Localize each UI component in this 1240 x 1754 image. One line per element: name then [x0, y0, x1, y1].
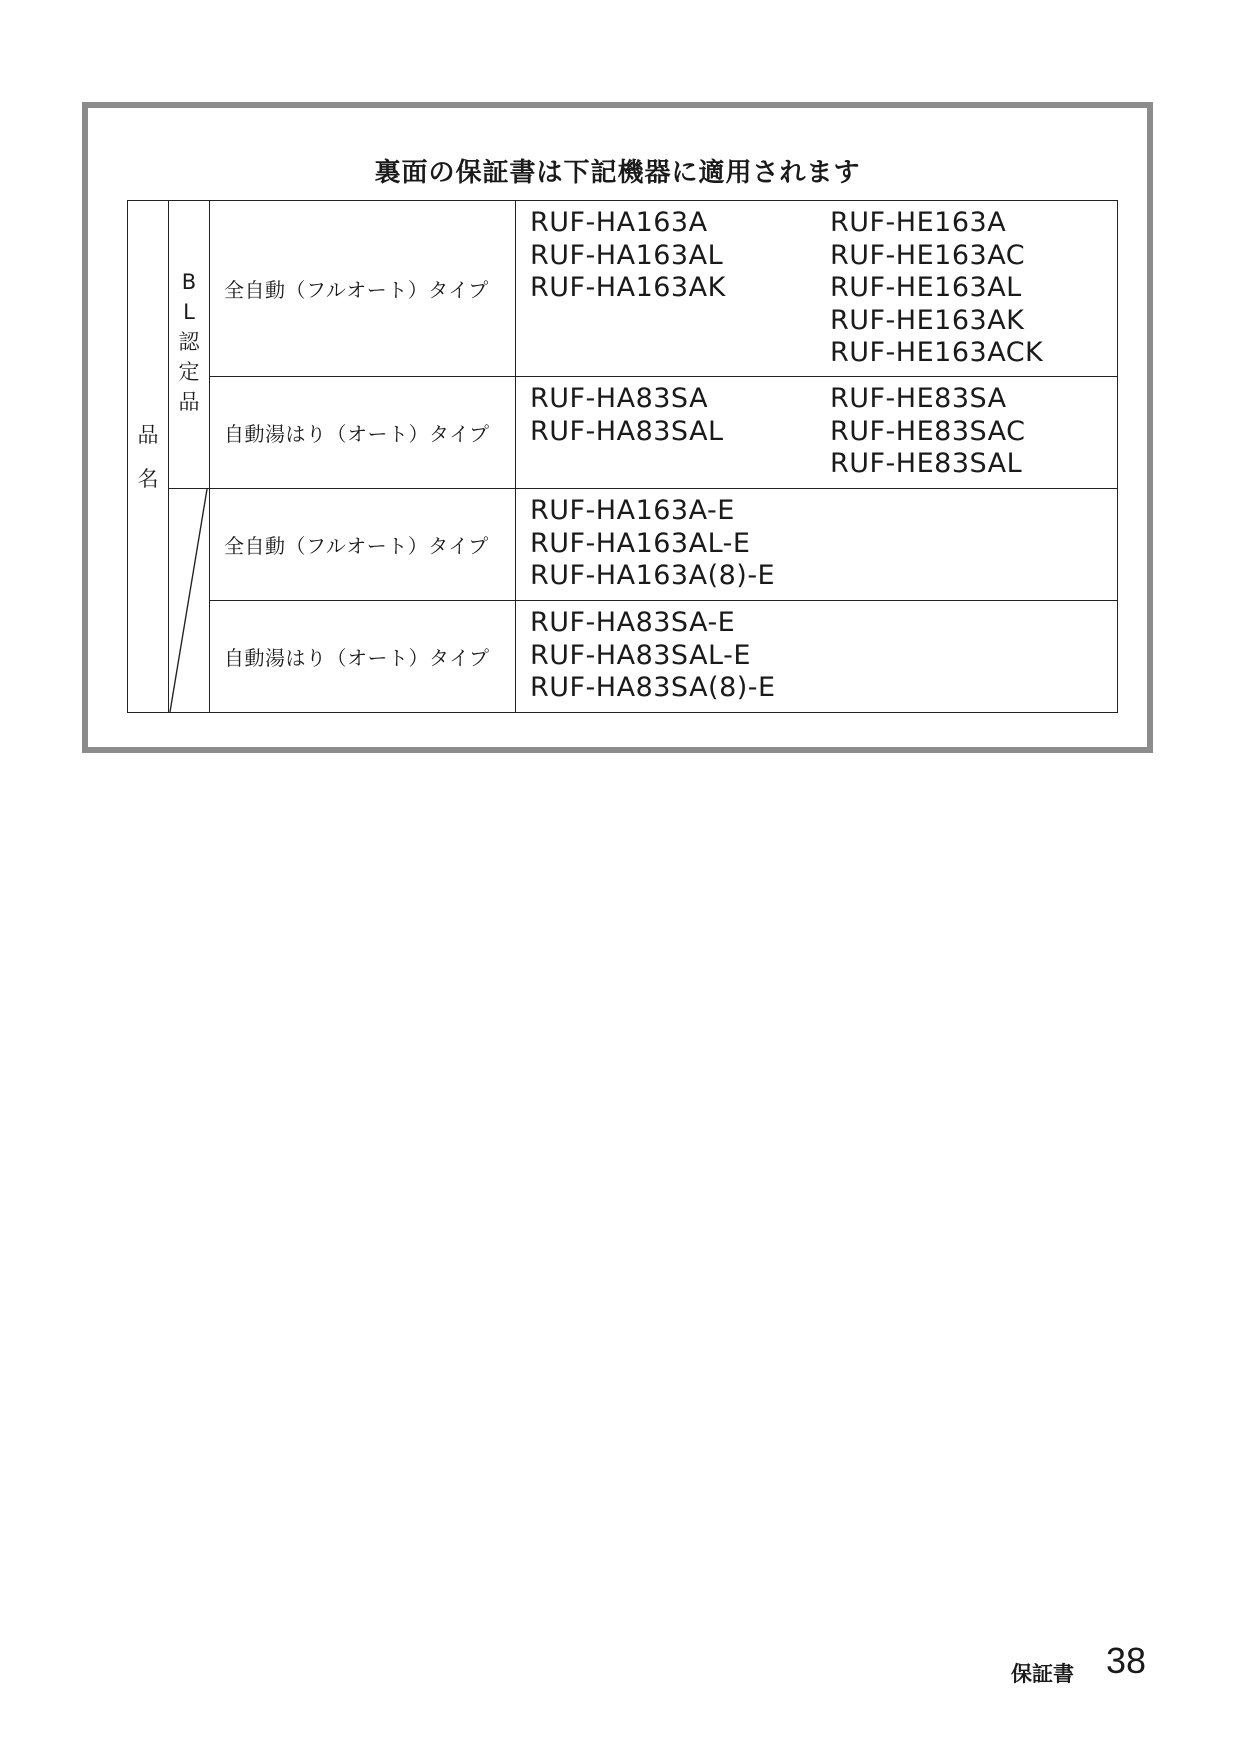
model-list: RUF-HA163A-E RUF-HA163AL-E RUF-HA163A(8)-E: [516, 489, 1118, 601]
type-label: 全自動（フルオート）タイプ: [210, 489, 516, 601]
model-list: RUF-HA163A RUF-HA163AL RUF-HA163AK RUF-HE163A RUF-HE163AC RUF-HE163AL RUF-HE163AK RUF-HE163ACK: [516, 201, 1118, 377]
model-list: RUF-HA83SA RUF-HA83SAL RUF-HE83SA RUF-HE83SAC RUF-HE83SAL: [516, 377, 1118, 489]
box-title: 裏面の保証書は下記機器に適用されます: [374, 158, 861, 188]
table-row: [128, 601, 1118, 713]
table-row: [128, 377, 1118, 489]
type-label: 自動湯はり（オート）タイプ: [210, 377, 516, 489]
applicable-models-box: [82, 102, 1153, 753]
diagonal-empty-cell: [169, 489, 210, 713]
bl-certified-header: B L 認 定 品: [169, 201, 210, 489]
diagonal-line: [169, 489, 209, 712]
page-number: 38: [1106, 1640, 1147, 1681]
type-label: 全自動（フルオート）タイプ: [210, 201, 516, 377]
model-list: RUF-HA83SA-E RUF-HA83SAL-E RUF-HA83SA(8)-E: [516, 601, 1118, 713]
table-row: [128, 489, 1118, 601]
product-name-header: 品 名: [128, 201, 169, 713]
footer-section-label: 保証書: [1011, 1662, 1074, 1686]
models-table: [127, 200, 1118, 713]
table-row: [128, 201, 1118, 377]
type-label: 自動湯はり（オート）タイプ: [210, 601, 516, 713]
